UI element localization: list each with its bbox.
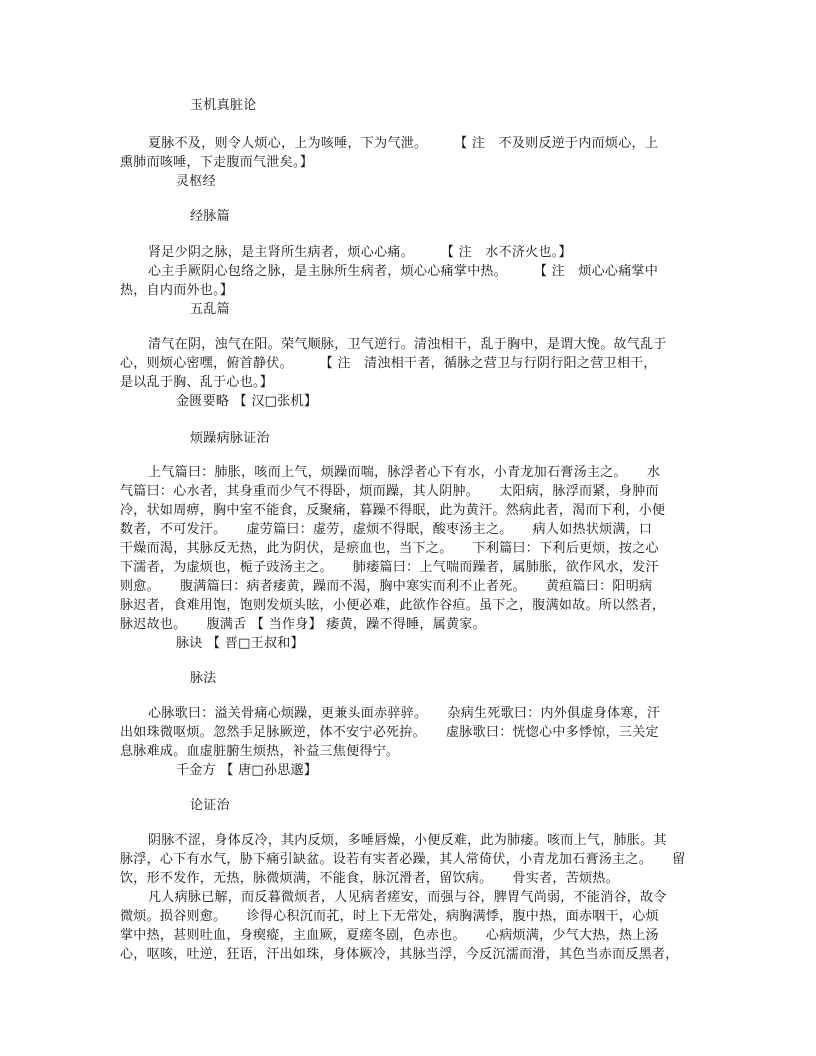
- text-line: 下濡者，为虚烦也，栀子豉汤主之。 肺痿篇曰：上气喘而躁者，属肺胀，欲作风水，发汗: [120, 560, 659, 575]
- text-line: 脉迟故也。 腹满舌 【 当作身】 痿黄，躁不得睡，属黄家。: [120, 617, 486, 632]
- text-line: 掌中热，甚则吐血，身瘈瘲，主血厥，夏瘥冬剧，色赤也。 心病烦满，少气大热，热上汤: [120, 928, 659, 943]
- text-line: 是以乱于胸、乱于心也。】: [120, 375, 274, 390]
- text-line: 脉迟者，食难用饱，饱则发烦头眩，小便必难，此欲作谷疸。虽下之，腹满如故。所以然者，: [120, 598, 666, 613]
- source-heading-maijue: 脉诀 【 晋□王叔和】: [176, 636, 304, 651]
- text-line: 气篇曰：心水者，其身重而少气不得卧，烦而躁，其人阴肿。 太阳病，脉浮而紧，身肿而: [120, 484, 659, 499]
- section-heading-yuji: 玉机真脏论: [190, 98, 257, 113]
- text-line: 干燥而渴，其脉反无热，此为阴伏，是瘀血也，当下之。 下利篇曰：下利后更烦，按之心: [120, 541, 659, 556]
- source-heading-jingui: 金匮要略 【 汉□张机】: [176, 394, 318, 409]
- source-heading-qianjin: 千金方 【 唐□孙思邈】: [176, 763, 318, 778]
- text-line: 热，自内而外也。】: [120, 283, 234, 298]
- section-heading-jingmai: 经脉篇: [190, 209, 230, 224]
- section-heading-wuluan: 五乱篇: [190, 302, 230, 317]
- text-line: 心主手厥阴心包络之脉，是主脉所生病者，烦心心痛掌中热。 【 注 烦心心痛掌中: [148, 264, 659, 279]
- text-line: 凡人病脉已解，而反暮微烦者，人见病者瘥安，而强与谷，脾胃气尚弱，不能消谷，故令: [148, 890, 667, 905]
- text-line: 阴脉不涩，身体反冷，其内反烦，多唾唇燥，小便反难，此为肺痿。咳而上气，肺胀。其: [148, 833, 667, 848]
- text-line: 心，则烦心密嘿，俯首静伏。 【 注 清浊相干者，循脉之营卫与行阴行阳之营卫相干，: [120, 356, 657, 371]
- text-line: 心，呕咳，吐逆，狂语，汗出如珠，身体厥冷，其脉当浮，今反沉濡而滑，其色当赤而反黑者，: [120, 947, 679, 962]
- text-line: 息脉难成。血虚脏腑生烦热，补益三焦便得宁。: [120, 744, 400, 759]
- text-line: 则愈。 腹满篇曰：病者痿黄，躁而不渴，胸中寒实而利不止者死。 黄疸篇曰：阳明病: [120, 579, 653, 594]
- text-line: 清气在阴，浊气在阳。荣气顺脉，卫气逆行。清浊相干，乱于胸中，是谓大悗。故气乱于: [148, 337, 667, 352]
- section-heading-fanzao: 烦躁病脉证治: [190, 431, 270, 446]
- section-heading-lunzhengzhi: 论证治: [190, 798, 230, 813]
- text-line: 夏脉不及，则令人烦心，上为咳唾，下为气泄。 【 注 不及则反逆于内而烦心，上: [148, 136, 659, 151]
- text-line: 上气篇曰：肺胀，咳而上气，烦躁而喘，脉浮者心下有水，小青龙加石膏汤主之。 水: [148, 465, 661, 480]
- text-line: 冷，状如周痹，胸中室不能食，反聚痛，暮躁不得眠，此为黄汗。然病此者，渴而下利，小便: [120, 503, 666, 518]
- text-line: 脉浮，心下有水气，胁下痛引缺盆。设若有实者必躁，其人常倚伏，小青龙加石膏汤主之。 留: [120, 852, 686, 867]
- section-heading-maifa: 脉法: [190, 671, 217, 686]
- text-line: 数者，不可发汗。 虚劳篇曰：虚劳，虚烦不得眠，酸枣汤主之。 病人如热状烦满，口: [120, 522, 653, 537]
- text-line: 微烦。损谷则愈。 诊得心积沉而芤，时上下无常处，病胸满悸，腹中热，面赤咽干，心烦: [120, 909, 659, 924]
- text-line: 饮，形不发作，无热，脉微烦满，不能食，脉沉滑者，留饮病。 骨实者，苦烦热。: [120, 871, 619, 886]
- source-heading-lingshu: 灵枢经: [176, 174, 216, 189]
- text-line: 熏肺而咳唾，下走腹而气泄矣。】: [120, 155, 314, 170]
- text-line: 肾足少阴之脉，是主肾所生病者，烦心心痛。 【 注 水不济火也。】: [148, 245, 572, 260]
- text-line: 心脉歌曰：溢关骨痛心烦躁，更兼头面赤骍骍。 杂病生死歌曰：内外俱虚身体寒，汗: [148, 706, 661, 721]
- text-line: 出如珠微呕烦。忽然手足脉厥逆，体不安宁必死拚。 虚脉歌曰：恍惚心中多悸惊，三关定: [120, 725, 659, 740]
